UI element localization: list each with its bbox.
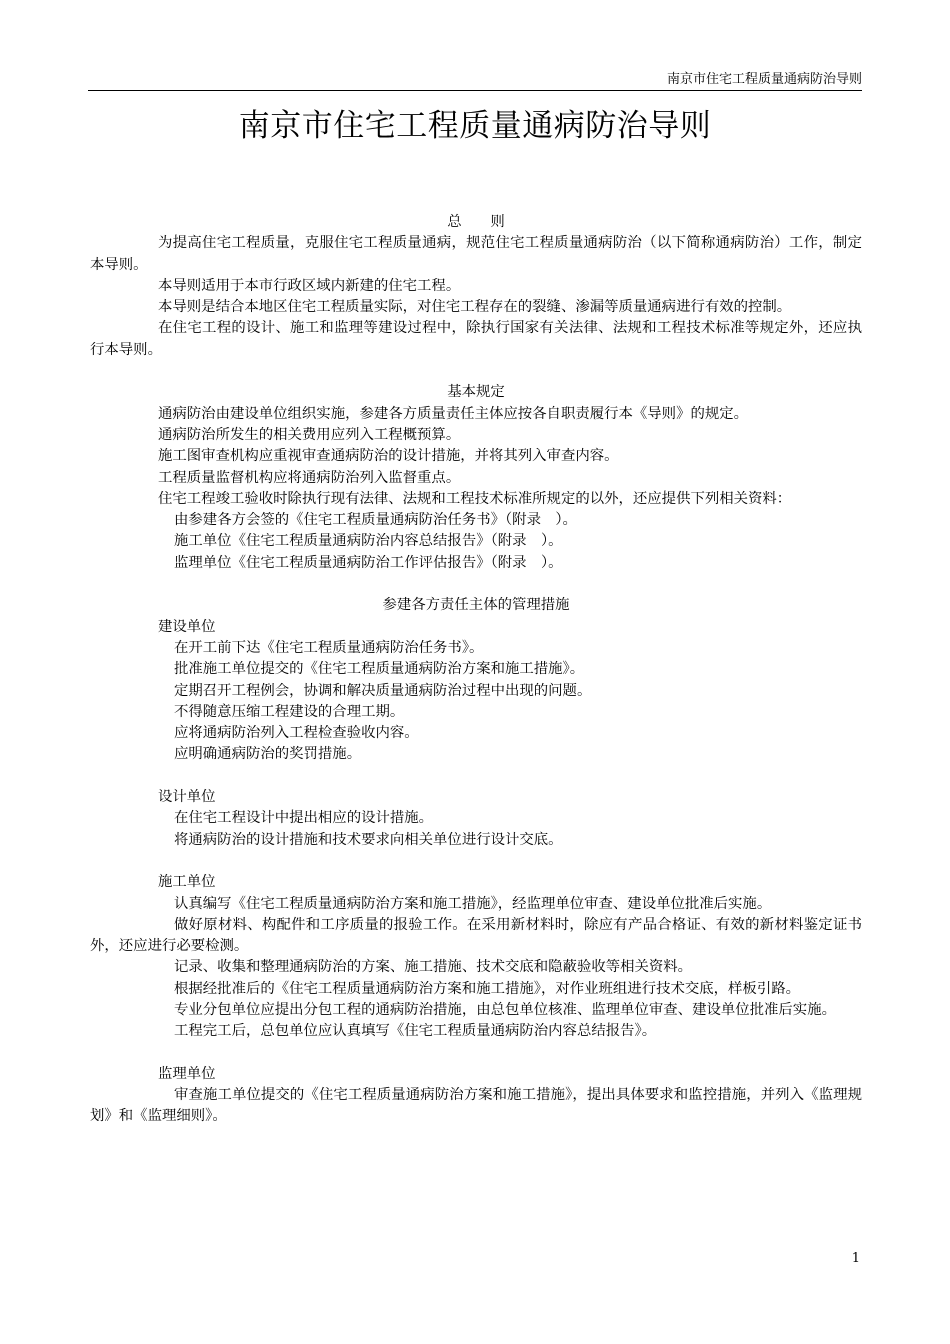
list-item: 在开工前下达《住宅工程质量通病防治任务书》。 — [174, 639, 484, 656]
running-header: 南京市住宅工程质量通病防治导则 — [666, 72, 862, 87]
list-item: 工程完工后，总包单位应认真填写《住宅工程质量通病防治内容总结报告》。 — [174, 1023, 657, 1040]
section-heading-basic: 基本规定 — [447, 384, 505, 401]
spacer — [90, 574, 862, 595]
list-item: 不得随意压缩工程建设的合理工期。 — [174, 703, 405, 720]
unit-heading-construction: 施工单位 — [158, 874, 216, 891]
spacer — [90, 1043, 862, 1064]
list-item: 专业分包单位应提出分包工程的通病防治措施，由总包单位核准、监理单位审查、建设单位批准后实施。 — [174, 1001, 836, 1018]
unit-heading-owner: 建设单位 — [158, 618, 216, 635]
paragraph: 施工图审查机构应重视审查通病防治的设计措施，并将其列入审查内容。 — [158, 448, 619, 465]
paragraph: 本导则是结合本地区住宅工程质量实际，对住宅工程存在的裂缝、渗漏等质量通病进行有效的控制。 — [158, 299, 792, 316]
spacer — [90, 851, 862, 872]
page-number: 1 — [851, 1251, 860, 1266]
list-item: 根据经批准后的《住宅工程质量通病防治方案和施工措施》，对作业班组进行技术交底，样板引路。 — [174, 980, 800, 997]
paragraph: 通病防治由建设单位组织实施，参建各方质量责任主体应按各自职责履行本《导则》的规定。 — [158, 405, 749, 422]
list-item: 批准施工单位提交的《住宅工程质量通病防治方案和施工措施》。 — [174, 661, 585, 678]
spacer — [90, 766, 862, 787]
sub-item: 由参建各方会签的《住宅工程质量通病防治任务书》（附录 ）。 — [174, 512, 577, 529]
sub-item: 监理单位《住宅工程质量通病防治工作评估报告》（附录 ）。 — [174, 554, 563, 571]
paragraph: 为提高住宅工程质量，克服住宅工程质量通病，规范住宅工程质量通病防治（以下简称通病防治）工作，制定本导则。 — [90, 235, 862, 273]
section-heading-general: 总 则 — [447, 214, 505, 230]
list-item: 审查施工单位提交的《住宅工程质量通病防治方案和施工措施》，提出具体要求和监控措施，并列入《监理规划》和《监理细则》。 — [90, 1087, 862, 1125]
list-item: 应明确通病防治的奖罚措施。 — [174, 746, 362, 763]
header-rule — [88, 90, 862, 91]
paragraph: 在住宅工程的设计、施工和监理等建设过程中，除执行国家有关法律、法规和工程技术标准等规定外，还应执行本导则。 — [90, 320, 862, 358]
paragraph: 通病防治所发生的相关费用应列入工程概预算。 — [158, 426, 461, 443]
list-item: 认真编写《住宅工程质量通病防治方案和施工措施》，经监理单位审查、建设单位批准后实施。 — [174, 895, 772, 912]
paragraph: 工程质量监督机构应将通病防治列入监督重点。 — [158, 469, 461, 486]
unit-heading-design: 设计单位 — [158, 789, 216, 806]
unit-heading-supervision: 监理单位 — [158, 1065, 216, 1082]
spacer — [90, 361, 862, 382]
list-item: 将通病防治的设计措施和技术要求向相关单位进行设计交底。 — [174, 831, 563, 848]
list-item: 记录、收集和整理通病防治的方案、施工措施、技术交底和隐蔽验收等相关资料。 — [174, 959, 693, 976]
list-item: 在住宅工程设计中提出相应的设计措施。 — [174, 810, 434, 827]
document-body — [90, 212, 862, 1128]
document-title: 南京市住宅工程质量通病防治导则 — [238, 108, 712, 144]
paragraph: 住宅工程竣工验收时除执行现有法律、法规和工程技术标准所规定的以外，还应提供下列相关资料： — [158, 490, 792, 507]
sub-item: 施工单位《住宅工程质量通病防治内容总结报告》（附录 ）。 — [174, 533, 563, 550]
list-item: 定期召开工程例会，协调和解决质量通病防治过程中出现的问题。 — [174, 682, 592, 699]
section-heading-measures: 参建各方责任主体的管理措施 — [382, 597, 570, 614]
list-item: 做好原材料、构配件和工序质量的报验工作。在采用新材料时，除应有产品合格证、有效的新材料鉴定证书外，还应进行必要检测。 — [90, 916, 862, 955]
list-item: 应将通病防治列入工程检查验收内容。 — [174, 725, 419, 742]
paragraph: 本导则适用于本市行政区域内新建的住宅工程。 — [158, 277, 461, 294]
